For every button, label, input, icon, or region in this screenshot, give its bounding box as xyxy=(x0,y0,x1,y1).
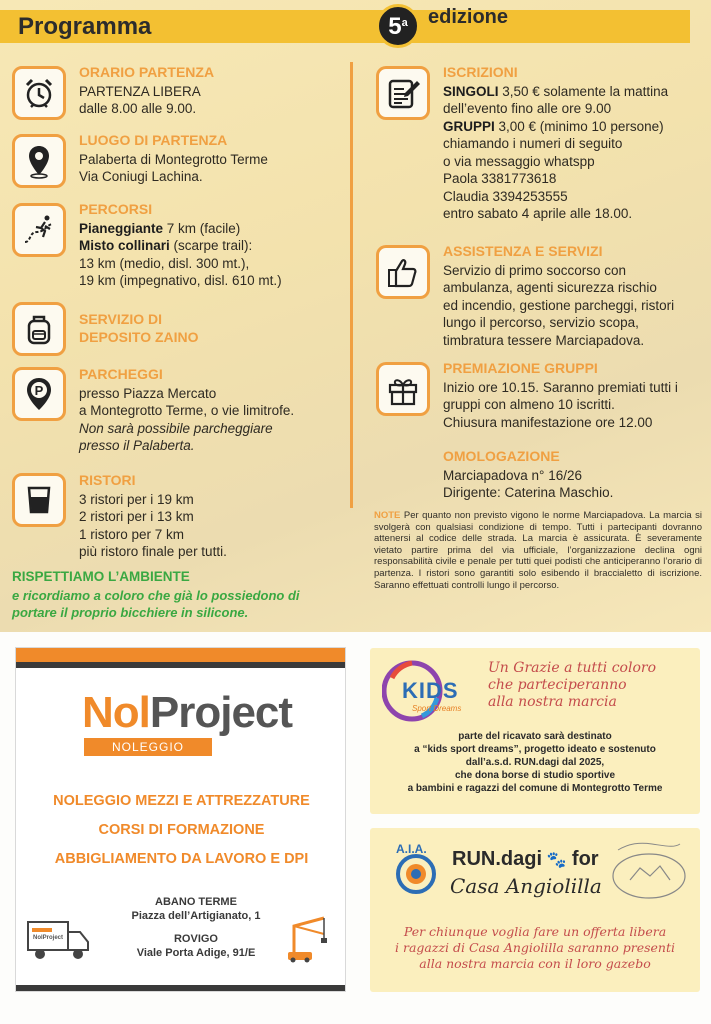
assistenza-line4: lungo il percorso, servizio scopa, xyxy=(443,315,639,330)
luogo-heading: LUOGO DI PARTENZA xyxy=(79,132,228,148)
ristori-line1: 3 ristori per i 19 km xyxy=(79,491,194,507)
rundagi-title xyxy=(452,848,599,871)
iscrizioni-line8: entro sabato 4 aprile alle 18.00. xyxy=(443,206,633,221)
percorsi-line4: 19 km (impegnativo, disl. 610 mt.) xyxy=(79,273,282,288)
aia-logo xyxy=(388,842,444,900)
iscrizioni-singoli: SINGOLI xyxy=(443,83,499,99)
truck-logo: NolProject xyxy=(33,935,64,941)
orario-line1: PARTENZA LIBERA xyxy=(79,83,201,99)
ad-top-stripe xyxy=(16,648,345,662)
assistenza-line3: ed incendio, gestione parcheggi, ristori xyxy=(443,297,675,313)
iscrizioni-gruppi: GRUPPI xyxy=(443,118,495,134)
percorsi-heading: PERCORSI xyxy=(79,201,153,217)
section-luogo xyxy=(79,132,268,186)
nolproject-ad xyxy=(15,647,346,992)
ambiente-heading: RISPETTIAMO L’AMBIENTE xyxy=(12,569,190,584)
orario-heading: ORARIO PARTENZA xyxy=(79,64,215,80)
alarm-clock-icon xyxy=(12,66,66,120)
percorsi-misto: Misto collinari xyxy=(79,238,170,253)
kids-text xyxy=(382,730,688,795)
rundagi-name: RUN.dagi xyxy=(452,848,542,870)
section-premiazione xyxy=(443,360,678,431)
iscrizioni-line5: o via messaggio whatspp xyxy=(443,153,595,169)
assistenza-line5: timbratura tessere Marciapadova. xyxy=(443,332,645,348)
deposito-heading1: SERVIZIO DI xyxy=(79,311,162,327)
ambiente-text: e ricordiamo a coloro che già lo possiedono di portare il proprio bicchiere in silicone. xyxy=(12,588,300,620)
premiazione-line2: gruppi con almeno 10 iscritti. xyxy=(443,397,615,412)
ristori-line3: 1 ristoro per 7 km xyxy=(79,526,185,542)
cup-icon xyxy=(12,473,66,527)
page-title: Programma xyxy=(18,13,152,40)
note-text: Per quanto non previsto vigono le norme Marciapadova. La marcia si svolgerà con qualsiasi condizione di tempo. Tutti i partecipanti dovranno attenersi al codice delle strada. La marcia è assicurata. È severamente vietato partire prima del via ufficiale, l’organizzazione declina ogni responsabilità civile e penale per tutti quei podisti che anticiperanno l’orario di partenza. I ristori sono garantiti solo esibendo il braccialetto di iscrizione. Saranno effettuati controlli lungo il percorso. xyxy=(374,510,702,591)
iscrizioni-line2: dell’evento fino alle ore 9.00 xyxy=(443,101,612,116)
crane-icon xyxy=(284,912,336,964)
section-percorsi xyxy=(79,201,282,290)
gift-icon xyxy=(376,362,430,416)
signup-form-icon xyxy=(376,66,430,120)
kids-thanks xyxy=(488,660,688,711)
luogo-line1: Palaberta di Montegrotto Terme xyxy=(79,151,268,167)
svg-text:P: P xyxy=(34,383,44,398)
assistenza-line1: Servizio di primo soccorso con xyxy=(443,262,627,278)
edition-badge xyxy=(376,4,420,48)
omologazione-line1: Marciapadova n° 16/26 xyxy=(443,467,582,483)
note-block xyxy=(374,510,702,591)
percorsi-line2: (scarpe trail): xyxy=(169,238,253,253)
section-parcheggi xyxy=(79,366,294,455)
address-abano-street: Piazza dell’Artigianato, 1 xyxy=(131,910,261,922)
casa-offer xyxy=(384,924,686,972)
ad-bottom-stripe xyxy=(16,985,345,991)
service-1: NOLEGGIO MEZZI E ATTREZZATURE xyxy=(53,793,310,809)
kids-thanks-line2: che parteciperanno xyxy=(488,677,627,693)
logo-nol: Nol xyxy=(82,688,150,737)
casa-angiolilla-box xyxy=(370,828,700,992)
address-abano xyxy=(96,895,296,923)
service-3: ABBIGLIAMENTO DA LAVORO E DPI xyxy=(54,851,309,867)
note-heading: NOTE xyxy=(374,510,401,521)
paw-icon: 🐾 xyxy=(542,852,567,869)
kids-text-line5: a bambini e ragazzi del comune di Montegrotto Terme xyxy=(407,783,663,794)
iscrizioni-heading: ISCRIZIONI xyxy=(443,64,518,80)
premiazione-line3: Chiusura manifestazione ore 12.00 xyxy=(443,414,653,430)
casa-offer-line3: alla nostra marcia con il loro gazebo xyxy=(419,956,651,971)
kids-text-line1: parte del ricavato sarà destinato xyxy=(458,731,612,742)
premiazione-heading: PREMIAZIONE GRUPPI xyxy=(443,360,598,376)
iscrizioni-line6: Paola 3381773618 xyxy=(443,171,557,186)
casa-offer-line1: Per chiunque voglia fare un offerta libera xyxy=(403,924,667,939)
rundagi-for: for xyxy=(566,848,599,870)
casa-angiolilla-logo xyxy=(608,836,690,902)
iscrizioni-line3: 3,00 € (minimo 10 persone) xyxy=(494,118,664,134)
assistenza-heading: ASSISTENZA E SERVIZI xyxy=(443,243,603,259)
address-rovigo-street: Viale Porta Adige, 91/E xyxy=(136,947,256,959)
iscrizioni-line1: 3,50 € solamente la mattina xyxy=(498,83,669,99)
service-2: CORSI DI FORMAZIONE xyxy=(98,822,265,838)
orario-line2: dalle 8.00 alle 9.00. xyxy=(79,101,197,116)
location-pin-icon xyxy=(12,134,66,188)
ristori-line2: 2 ristori per i 13 km xyxy=(79,509,194,524)
section-deposito xyxy=(79,311,199,347)
address-abano-city: ABANO TERME xyxy=(155,896,237,908)
logo-project: Project xyxy=(149,688,293,737)
kids-text-line2: a “kids sport dreams”, progetto ideato e sostenuto xyxy=(414,744,656,755)
edition-sup: a xyxy=(401,17,408,29)
omologazione-line2: Dirigente: Caterina Maschio. xyxy=(443,485,614,500)
section-omologazione xyxy=(443,448,613,502)
assistenza-line2: ambulanza, agenti sicurezza rischio xyxy=(443,280,657,295)
route-runner-icon xyxy=(12,203,66,257)
section-ristori xyxy=(79,472,227,561)
backpack-icon xyxy=(12,302,66,356)
omologazione-heading: OMOLOGAZIONE xyxy=(443,448,560,464)
section-iscrizioni xyxy=(443,64,668,223)
premiazione-line1: Inizio ore 10.15. Saranno premiati tutti i xyxy=(443,379,678,395)
kids-sport-dreams-box xyxy=(370,648,700,814)
casa-offer-line2: i ragazzi di Casa Angiolilla saranno presenti xyxy=(395,940,675,955)
casa-angiolilla-name: Casa Angiolilla xyxy=(450,874,602,898)
parcheggi-line4: presso il Palaberta. xyxy=(79,438,195,453)
address-rovigo xyxy=(96,932,296,960)
percorsi-pianeggiante: Pianeggiante xyxy=(79,220,164,236)
address-rovigo-city: ROVIGO xyxy=(173,933,218,945)
luogo-line2: Via Coniugi Lachina. xyxy=(79,169,203,184)
ad-top-stripe-dark xyxy=(16,662,345,668)
percorsi-line3: 13 km (medio, disl. 300 mt.), xyxy=(79,255,250,271)
kids-text-line3: dall’a.s.d. RUN.dagi dal 2025, xyxy=(465,757,605,768)
aia-label: A.I.A. xyxy=(396,842,427,856)
edition-number: 5 xyxy=(388,13,402,40)
section-orario xyxy=(79,64,214,118)
iscrizioni-line7: Claudia 3394253555 xyxy=(443,188,568,204)
parking-icon xyxy=(12,367,66,421)
logo-noleggio: NOLEGGIO xyxy=(84,738,212,756)
deposito-heading2: DEPOSITO ZAINO xyxy=(79,328,199,345)
title-bar xyxy=(0,10,690,43)
iscrizioni-line4: chiamando i numeri di seguito xyxy=(443,136,623,151)
percorsi-line1: 7 km (facile) xyxy=(163,220,241,236)
thumbs-up-icon xyxy=(376,245,430,299)
column-divider xyxy=(350,62,353,508)
kids-thanks-line3: alla nostra marcia xyxy=(488,694,617,710)
parcheggi-line2: a Montegrotto Terme, o vie limitrofe. xyxy=(79,403,295,418)
parcheggi-heading: PARCHEGGI xyxy=(79,366,163,382)
parcheggi-line3: Non sarà possibile parcheggiare xyxy=(79,420,273,436)
edition-label: edizione xyxy=(428,6,509,28)
ristori-heading: RISTORI xyxy=(79,472,136,488)
ristori-line4: più ristoro finale per tutti. xyxy=(79,544,227,559)
truck-icon xyxy=(26,916,90,962)
kids-logo-main: KIDS xyxy=(402,678,459,703)
kids-text-line4: che dona borse di studio sportive xyxy=(454,770,616,781)
section-assistenza xyxy=(443,243,674,349)
nolproject-logo xyxy=(82,688,293,754)
parcheggi-line1: presso Piazza Mercato xyxy=(79,385,217,401)
kids-thanks-line1: Un Grazie a tutti coloro xyxy=(488,660,656,676)
kids-logo xyxy=(382,658,478,724)
kids-logo-sub: Sport Dreams xyxy=(412,704,462,713)
